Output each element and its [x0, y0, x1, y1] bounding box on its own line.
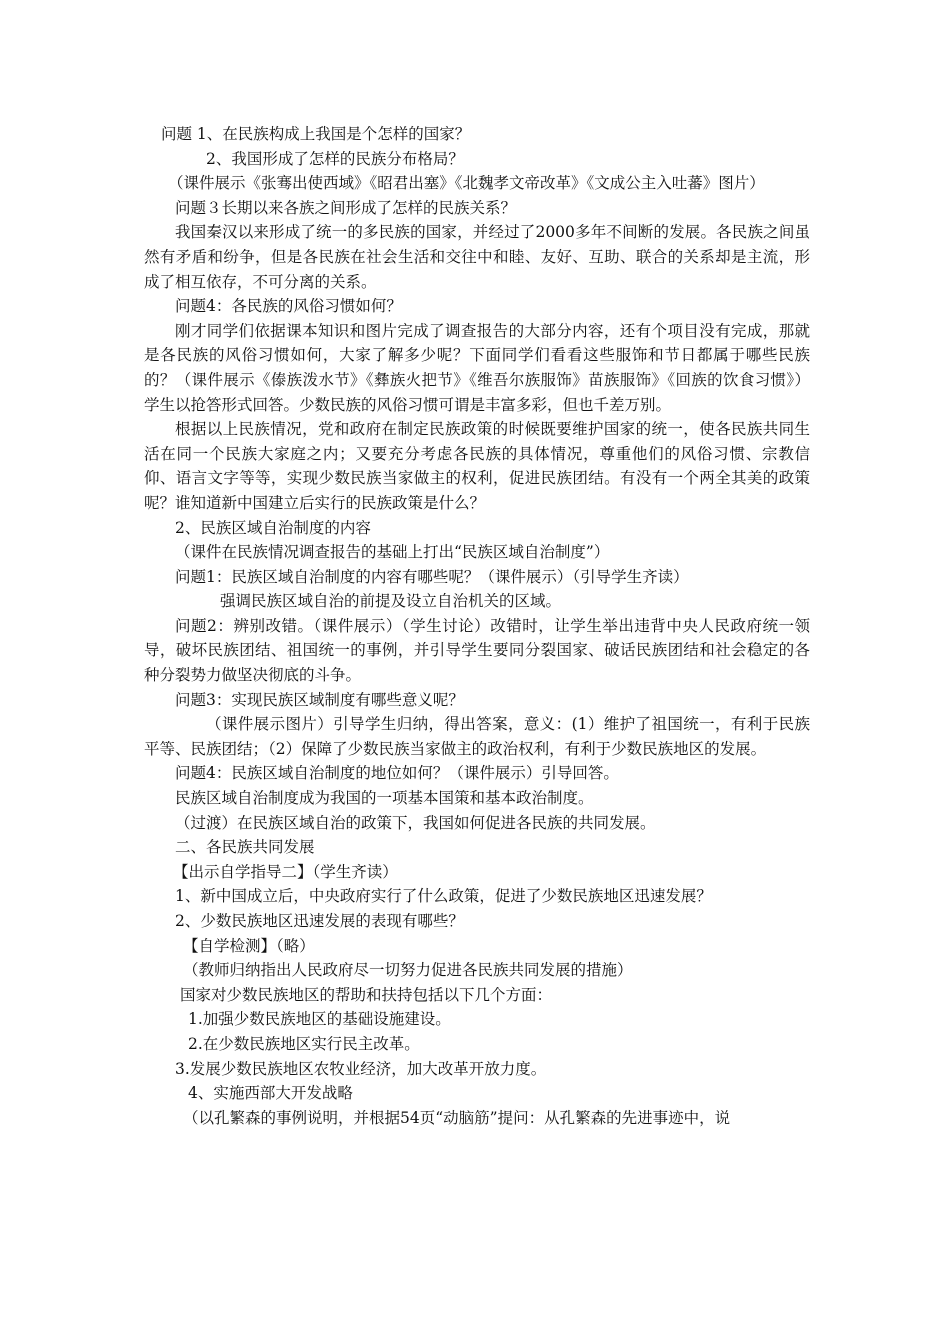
support-item-2: 2.在少数民族地区实行民主改革。 [188, 1034, 420, 1053]
question-4: 问题4：各民族的风俗习惯如何？ [175, 297, 402, 316]
question-significance: 问题3：实现民族区域制度有哪些意义呢？ [175, 690, 464, 709]
guide-item-1: 1、新中国成立后，中央政府实行了什么政策，促进了少数民族地区迅速发展？ [175, 887, 712, 906]
courseware-note: （课件展示《张骞出使西域》《昭君出塞》《北魏孝文帝改革》《文成公主入吐蕃》图片） [168, 174, 765, 193]
section-heading-common-development: 二、各民族共同发展 [175, 838, 315, 857]
question-status: 问题4：民族区域自治制度的地位如何？（课件展示）引导回答。 [175, 764, 619, 783]
teacher-summary-note: （教师归纳指出人民政府尽一切努力促进各民族共同发展的措施） [183, 961, 633, 980]
courseware-note-2: （课件在民族情况调查报告的基础上打出“民族区域自治制度”） [175, 543, 610, 562]
paragraph-relations: 我国秦汉以来形成了统一的多民族的国家，并经过了2000多年不间断的发展。各民族之间虽然有矛盾和纷争，但是各民族在社会生活和交往中和睦、友好、互助、联合的关系却是主流，形成了相互依存，不可分离的关系。 [144, 223, 810, 291]
paragraph-policy: 根据以上民族情况，党和政府在制定民族政策的时候既要维护国家的统一，使各民族共同生活在同一个民族大家庭之内；又要充分考虑各民族的具体情况，尊重他们的风俗习惯、宗教信仰、语言文字等等，实现少数民族当家做主的权利，促进民族团结。有没有一个两全其美的政策呢？谁知道新中国建立后实行的民族政策是什么？ [144, 420, 810, 512]
question-1: 问题 1、在民族构成上我国是个怎样的国家？ [161, 125, 471, 143]
question-content: 问题1：民族区域自治制度的内容有哪些呢？（课件展示）（引导学生齐读） [175, 567, 689, 586]
section-heading-2: 2、民族区域自治制度的内容 [175, 518, 371, 537]
guide-item-2: 2、少数民族地区迅速发展的表现有哪些？ [175, 912, 464, 930]
kong-fansen-note: （以孔繁森的事例说明，并根据54页“动脑筋”提问：从孔繁森的先进事迹中，说 [183, 1108, 731, 1127]
question-correction: 问题2：辨别改错。（课件展示）（学生讨论）改错时，让学生举出违背中央人民政府统一领导，破坏民族团结、祖国统一的事例，并引导学生要同分裂国家、破话民族团结和社会稳定的各种分裂势力做坚决彻底的斗争。 [144, 616, 810, 685]
paragraph-status: 民族区域自治制度成为我国的一项基本国策和基本政治制度。 [175, 789, 594, 808]
support-item-3: 3.发展少数民族地区农牧业经济，加大改革开放力度。 [175, 1059, 547, 1078]
paragraph-significance: （课件展示图片）引导学生归纳，得出答案，意义：(1）维护了祖国统一，有利于民族平等、民族团结；（2）保障了少数民族当家做主的政治权利，有利于少数民族地区的发展。 [144, 715, 810, 758]
self-study-guide-heading: 【出示自学指导二】（学生齐读） [173, 862, 398, 881]
paragraph-customs: 刚才同学们依据课本知识和图片完成了调查报告的大部分内容，还有个项目没有完成，那就是各民族的风俗习惯如何，大家了解多少呢？下面同学们看看这些服饰和节日都属于哪些民族的？（课件展示《傣族泼水节》《彝族火把节》《维吾尔族服饰》苗族服饰》《回族的饮食习惯》）学生以抢答形式回答。少数民族的风俗习惯可谓是丰富多彩，但也千差万别。 [144, 321, 810, 414]
question-2: 2、我国形成了怎样的民族分布格局？ [206, 149, 464, 168]
document-body [144, 122, 810, 1130]
transition-note: （过渡）在民族区域自治的政策下，我国如何促进各民族的共同发展。 [175, 813, 656, 832]
support-item-4: 4、实施西部大开发战略 [188, 1084, 353, 1103]
self-test-heading: 【自学检测】（略） [183, 936, 315, 955]
question-3: 问题３长期以来各族之间形成了怎样的民族关系？ [175, 198, 517, 217]
support-intro: 国家对少数民族地区的帮助和扶持包括以下几个方面： [180, 985, 553, 1004]
support-item-1: 1.加强少数民族地区的基础设施建设。 [188, 1010, 451, 1029]
emphasis-note: 强调民族区域自治的前提及设立自治机关的区域。 [220, 592, 562, 611]
